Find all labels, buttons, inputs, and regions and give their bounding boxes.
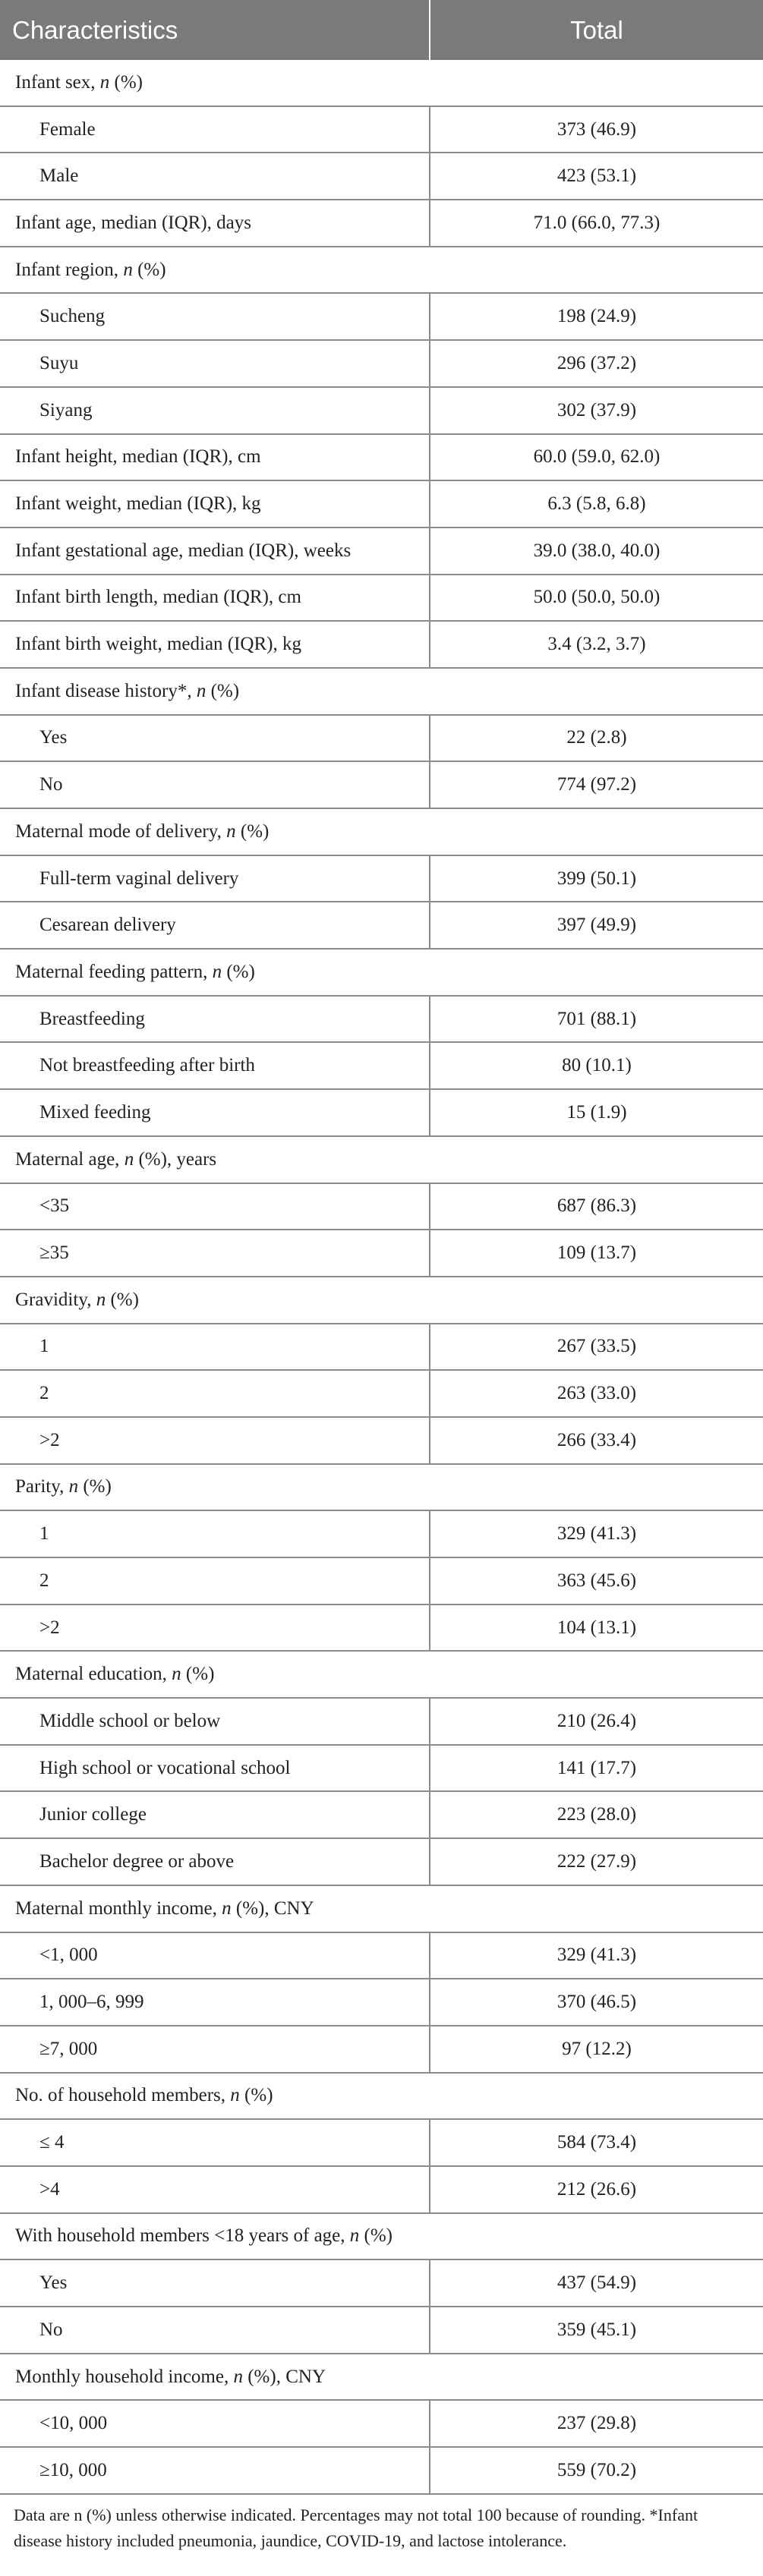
table-row [0,2260,763,2307]
row-label: ≥10, 000 [0,2448,430,2493]
row-value: 397 (49.9) [556,915,637,936]
table-row [0,107,763,154]
row-label: Sucheng [0,294,430,339]
row-label [0,1137,763,1183]
row-value: 266 (33.4) [556,1429,637,1450]
table-row [0,1371,763,1418]
row-label-text: With household members <18 years of age, [15,2225,350,2247]
row-value: 584 (73.4) [556,2132,637,2153]
row-value: 329 (41.3) [556,1523,637,1545]
table-row [0,1090,763,1137]
row-label: 1 [0,1511,430,1557]
row-label: Not breastfeeding after birth [0,1043,430,1088]
row-value: 97 (12.2) [562,2038,632,2059]
table-section-row [0,2214,763,2261]
row-value: 22 (2.8) [566,727,627,748]
row-value: 39.0 (38.0, 40.0) [533,540,661,561]
row-label: Female [0,107,430,153]
table-row [0,2448,763,2495]
row-label-tail: (%) [206,680,240,701]
row-value: 363 (45.6) [556,1570,637,1591]
row-label: Suyu [0,341,430,386]
table-section-row [0,809,763,856]
row-label: Infant height, median (IQR), cm [0,435,430,480]
row-label: Yes [0,2260,430,2306]
row-label: 2 [0,1558,430,1604]
row-label: >4 [0,2167,430,2212]
row-label-text: Monthly household income, [15,2366,234,2387]
row-label-tail: (%), CNY [231,1897,314,1919]
row-value: 399 (50.1) [556,868,637,889]
table-row [0,622,763,669]
row-value: 6.3 (5.8, 6.8) [547,493,646,515]
header-total: Total [570,15,623,44]
row-label [0,809,763,855]
row-label: 1 [0,1324,430,1370]
table-row [0,388,763,435]
row-value: 15 (1.9) [566,1101,627,1123]
row-label [0,2354,763,2400]
table-row [0,1230,763,1277]
table-header [0,0,763,60]
row-label [0,60,763,105]
row-label: Cesarean delivery [0,902,430,948]
table-row [0,1043,763,1090]
row-label: Junior college [0,1792,430,1838]
table-section-row [0,2354,763,2401]
row-label [0,1652,763,1697]
table-section-row [0,949,763,997]
table-row [0,902,763,949]
row-label: 2 [0,1371,430,1416]
table-row [0,2120,763,2167]
table-row [0,1605,763,1652]
row-label-text: Parity, [15,1476,69,1497]
row-label: Infant gestational age, median (IQR), weeks [0,528,430,574]
table-section-row [0,1137,763,1184]
row-value: 373 (46.9) [556,118,637,140]
row-label: ≤ 4 [0,2120,430,2165]
row-value: 141 (17.7) [556,1757,637,1778]
table-row [0,1933,763,1980]
row-label-n: n [172,1664,181,1685]
row-label: Mixed feeding [0,1090,430,1135]
row-label [0,2214,763,2260]
table-row [0,1558,763,1605]
row-label-text: Infant sex, [15,71,100,93]
row-label-tail: (%), years [134,1148,217,1170]
row-value: 60.0 (59.0, 62.0) [533,446,661,468]
row-value: 559 (70.2) [556,2459,637,2480]
header-characteristics: Characteristics [0,0,430,60]
row-label: Yes [0,716,430,761]
row-label-text: Infant disease history*, [15,680,197,701]
row-value: 296 (37.2) [556,352,637,373]
table-row [0,1792,763,1839]
table-section-row [0,669,763,716]
row-value: 50.0 (50.0, 50.0) [533,587,661,608]
row-label-tail: (%) [78,1476,112,1497]
row-value: 212 (26.6) [556,2178,637,2200]
row-label: <1, 000 [0,1933,430,1979]
row-label-n: n [123,259,133,280]
table-section-row [0,1277,763,1324]
row-label: Breastfeeding [0,997,430,1042]
row-label-n: n [196,680,207,701]
row-value: 359 (45.1) [556,2319,637,2340]
row-label-text: Gravidity, [15,1289,96,1310]
table-row [0,200,763,247]
row-value: 423 (53.1) [556,165,637,187]
row-label: ≥35 [0,1230,430,1276]
row-value: 687 (86.3) [556,1195,637,1217]
row-value: 437 (54.9) [556,2272,637,2294]
table-section-row [0,1465,763,1512]
row-value: 701 (88.1) [556,1008,637,1029]
row-label [0,2074,763,2119]
row-value: 267 (33.5) [556,1336,637,1357]
row-label-n: n [349,2225,360,2247]
row-label: <10, 000 [0,2401,430,2446]
row-label: Infant weight, median (IQR), kg [0,481,430,527]
row-label: 1, 000–6, 999 [0,1979,430,2025]
row-label: High school or vocational school [0,1746,430,1791]
table-section-row [0,247,763,294]
row-label: Male [0,153,430,199]
row-label-n: n [96,1289,106,1310]
row-label-n: n [124,1148,134,1170]
row-label: Bachelor degree or above [0,1839,430,1885]
row-value: 370 (46.5) [556,1992,637,2013]
row-label-n: n [222,1897,232,1919]
row-label: ≥7, 000 [0,2026,430,2072]
row-value: 223 (28.0) [556,1804,637,1825]
row-label-n: n [68,1476,79,1497]
row-label-tail: (%) [132,259,166,280]
table-row [0,856,763,903]
row-label: Infant birth weight, median (IQR), kg [0,622,430,667]
row-value: 3.4 (3.2, 3.7) [547,634,646,655]
table-section-row [0,1652,763,1699]
row-label [0,1277,763,1323]
row-label-tail: (%) [235,820,270,842]
table-footnote: Data are n (%) unless otherwise indicated. Percentages may not total 100 because of rounding. *Infant disease history included pneumonia, jaundice, COVID-19, and lactose intolerance. [14,2505,698,2550]
row-label [0,1465,763,1510]
table-row [0,2167,763,2214]
row-label-n: n [99,71,110,93]
table-row [0,1511,763,1558]
row-label-text: Maternal education, [15,1664,172,1685]
row-label [0,949,763,995]
row-label-text: Maternal mode of delivery, [15,820,227,842]
table-section-row [0,60,763,107]
table-section-row [0,1886,763,1933]
row-label-tail: (%) [239,2085,273,2106]
row-label: No [0,2307,430,2353]
row-value: 198 (24.9) [556,306,637,327]
table-body [0,60,763,2495]
table-row [0,1839,763,1886]
row-label: >2 [0,1418,430,1463]
table-row [0,716,763,763]
table-row [0,153,763,200]
row-label-text: Infant region, [15,259,124,280]
table-row [0,2401,763,2448]
row-label-n: n [230,2085,240,2106]
row-label-tail: (%), CNY [242,2366,326,2387]
table-row [0,997,763,1044]
row-label-text: Maternal age, [15,1148,125,1170]
row-label: Siyang [0,388,430,433]
row-label: Infant age, median (IQR), days [0,200,430,246]
row-label [0,1886,763,1932]
row-label-tail: (%) [109,71,143,93]
row-value: 302 (37.9) [556,399,637,420]
table-row [0,435,763,482]
row-label-tail: (%) [359,2225,393,2247]
row-value: 263 (33.0) [556,1383,637,1404]
table-row [0,575,763,622]
row-label: >2 [0,1605,430,1651]
table-row [0,1324,763,1371]
row-label-n: n [212,961,222,982]
table-row [0,341,763,388]
table-row [0,2307,763,2354]
row-label: Middle school or below [0,1699,430,1744]
row-label-n: n [226,820,236,842]
table-row [0,1746,763,1793]
row-label-n: n [233,2366,243,2387]
row-value: 104 (13.1) [556,1617,637,1638]
row-label: Infant birth length, median (IQR), cm [0,575,430,621]
table-row [0,2026,763,2074]
table-row [0,294,763,341]
row-value: 109 (13.7) [556,1242,637,1264]
table-row [0,1699,763,1746]
row-label [0,247,763,293]
table-row [0,762,763,809]
row-label-text: Maternal feeding pattern, [15,961,213,982]
table-row [0,1418,763,1465]
row-value: 80 (10.1) [562,1055,632,1076]
row-label: Full-term vaginal delivery [0,856,430,902]
table-row [0,481,763,528]
row-value: 222 (27.9) [556,1850,637,1872]
table-row [0,1184,763,1231]
row-label-tail: (%) [222,961,255,982]
row-label-tail: (%) [181,1664,215,1685]
table-section-row [0,2074,763,2121]
row-value: 237 (29.8) [556,2413,637,2434]
row-label-tail: (%) [106,1289,139,1310]
row-label-text: Maternal monthly income, [15,1897,222,1919]
row-value: 329 (41.3) [556,1945,637,1966]
row-label: <35 [0,1184,430,1230]
table-row [0,528,763,575]
row-value: 210 (26.4) [556,1710,637,1731]
table-row [0,1979,763,2026]
row-label: No [0,762,430,808]
row-label [0,669,763,714]
row-label-text: No. of household members, [15,2085,231,2106]
row-value: 774 (97.2) [556,774,637,795]
row-value: 71.0 (66.0, 77.3) [533,212,661,233]
